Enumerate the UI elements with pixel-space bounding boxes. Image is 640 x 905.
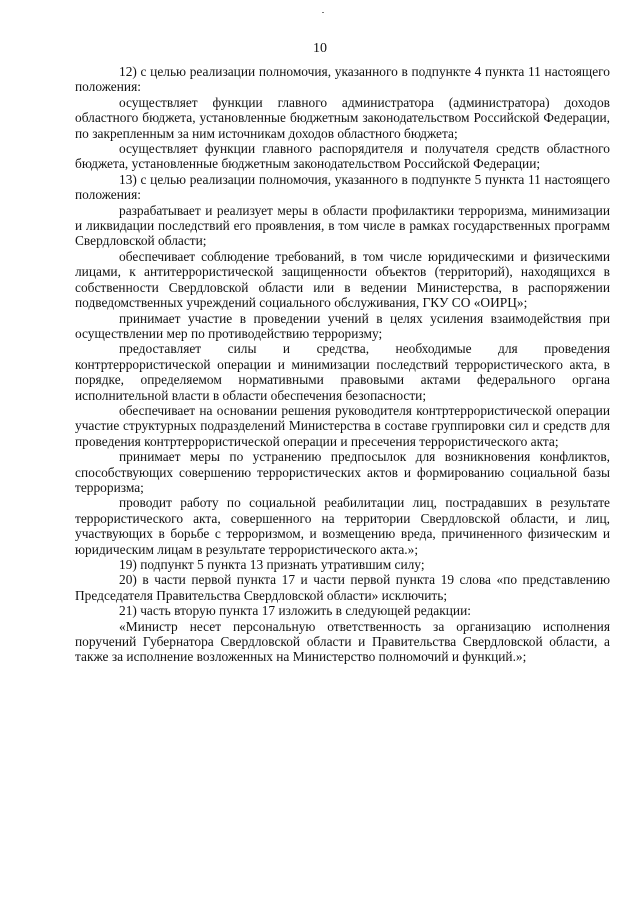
paragraph: принимает меры по устранению предпосылок для возникновения конфликтов, способствующих совершению террористических актов и формированию социальной базы терроризма; [75, 449, 610, 495]
paragraph: 12) с целью реализации полномочия, указанного в подпункте 4 пункта 11 настоящего положения: [75, 64, 610, 95]
paragraph: 21) часть вторую пункта 17 изложить в следующей редакции: [119, 603, 471, 619]
paragraph: 20) в части первой пункта 17 и части первой пункта 19 слова «по представлению Председателя Правительства Свердловской области» исключить; [75, 572, 610, 603]
paragraph: осуществляет функции главного распорядителя и получателя средств областного бюджета, установленные бюджетным законодательством Российской Федерации; [75, 141, 610, 172]
paragraph: осуществляет функции главного администратора (администратора) доходов областного бюджета, установленные бюджетным законодательством Российской Федерации, по закрепленным за ним источникам доходов областного бюджета; [75, 94, 610, 141]
paragraph: 13) с целью реализации полномочия, указанного в подпункте 5 пункта 11 настоящего положения: [75, 171, 610, 203]
page-number: 10 [313, 41, 327, 56]
paragraph: предоставляет силы и средства, необходимые для проведения контртеррористической операции и минимизации последствий террористического акта, в порядке, определяемом нормативными правовыми актами федерального органа исполнительной власти в области обеспечения безопасности; [75, 341, 610, 403]
paragraph: обеспечивает на основании решения руководителя контртеррористической операции участие структурных подразделений Министерства в составе группировки сил и средств для проведения контртеррористической операции и пресечения террористического акта; [75, 402, 610, 449]
paragraph: обеспечивает соблюдение требований, в том числе юридическими и физическими лицами, к антитеррористической защищенности объектов (территорий), находящихся в собственности Свердловской области или в ведении Министерства, в распоряжении подведомственных учреждений социального обслуживания, ГКУ СО «ОИРЦ»; [75, 248, 610, 311]
paragraph: принимает участие в проведении учений в целях усиления взаимодействия при осуществлении мер по противодействию терроризму; [75, 310, 610, 341]
paragraph: «Министр несет персональную ответственность за организацию исполнения поручений Губернатора Свердловской области и Правительства Свердловской области, а также за исполнение возложенных на Министерство полномочий и функций.»; [75, 618, 610, 665]
paragraph: разрабатывает и реализует меры в области профилактики терроризма, минимизации и ликвидации последствий его проявления, в том числе в рамках государственных программ Свердловской области; [75, 202, 610, 249]
scan-mark [322, 12, 324, 13]
paragraph: проводит работу по социальной реабилитации лиц, пострадавших в результате террористического акта, совершенного на территории Свердловской области, и лиц, участвующих в борьбе с терроризмом, и возмещению вреда, причиненного физическим и юридическим лицам в результате террористического акта.»; [75, 495, 610, 557]
document-body [75, 64, 610, 665]
paragraph: 19) подпункт 5 пункта 13 признать утратившим силу; [119, 557, 425, 572]
